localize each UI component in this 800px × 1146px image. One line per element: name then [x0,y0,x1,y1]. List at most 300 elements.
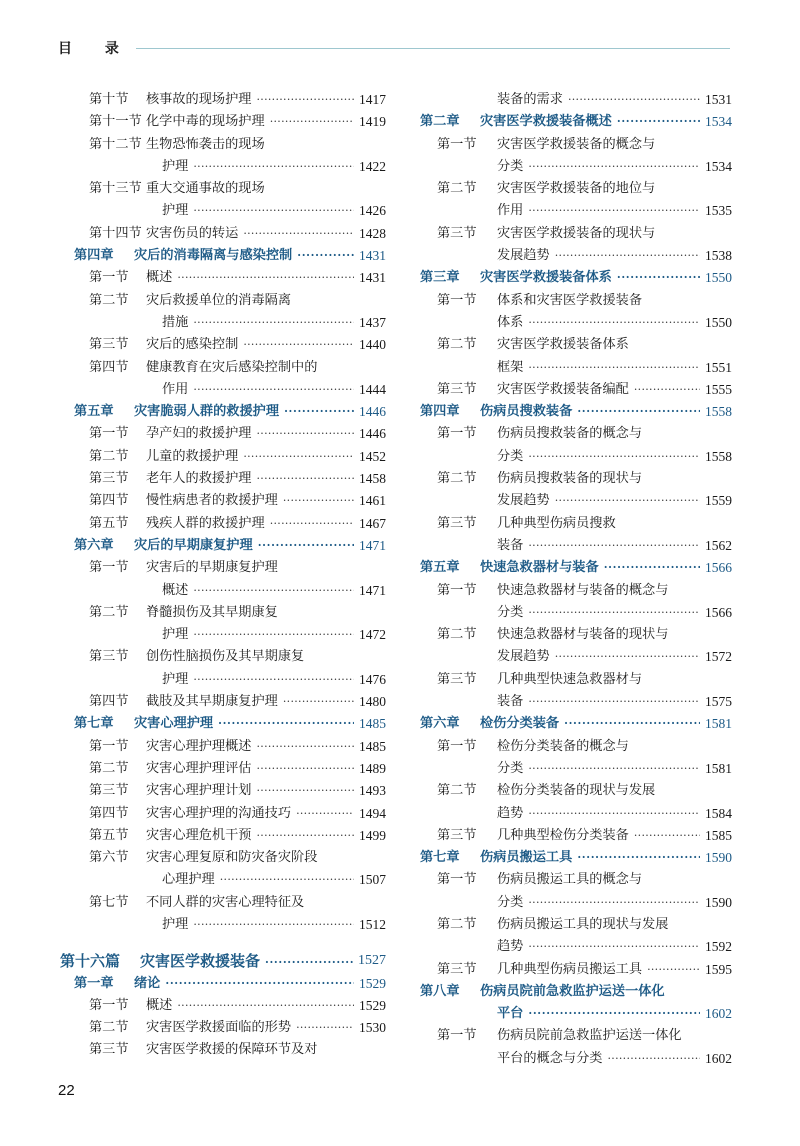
toc-title: 发展趋势 [497,248,550,264]
toc-page-number: 1437 [359,314,386,330]
dot-leader [220,869,354,891]
toc-title: 灾害医学救援装备体系 [497,337,629,353]
toc-title: 健康教育在灾后感染控制中的 [146,359,318,375]
toc-entry-chap[interactable] [60,535,386,557]
toc-entry-cont[interactable] [420,1048,732,1070]
toc-title: 护理 [162,203,189,219]
dot-leader [528,602,700,624]
toc-label: 第三节 [89,783,129,799]
toc-entry-cont[interactable] [60,869,386,891]
toc-entry-chap[interactable] [60,973,386,995]
toc-title: 灾后的消毒隔离与感染控制 [134,248,293,264]
toc-label: 第二节 [89,604,129,620]
toc-page-number: 1590 [705,850,732,866]
toc-label: 第一节 [437,738,477,754]
toc-entry-cont[interactable] [420,602,732,624]
toc-title: 发展趋势 [497,493,550,509]
dot-leader [283,490,354,512]
toc-label: 第二章 [420,114,460,130]
toc-label: 第一节 [89,997,129,1013]
toc-entry-chap[interactable] [60,713,386,735]
toc-label: 第一节 [89,426,129,442]
dot-leader [528,1003,700,1025]
toc-entry-chap[interactable] [420,557,732,579]
toc-entry-chap[interactable] [420,401,732,423]
toc-page-number: 1529 [359,975,386,991]
toc-entry-cont[interactable] [60,914,386,936]
toc-title: 几种典型伤病员搜救 [497,515,616,531]
toc-title: 灾害脆弱人群的救援护理 [134,404,280,420]
toc-right-column [420,89,732,1070]
toc-label: 第五节 [89,515,129,531]
toc-entry-sec[interactable] [420,825,732,847]
toc-entry-cont[interactable] [420,312,732,334]
toc-title: 重大交通事故的现场 [146,181,265,197]
toc-title: 灾害医学救援装备的现状与 [497,225,656,241]
toc-page-number: 1461 [359,493,386,509]
toc-label: 第六章 [74,537,114,553]
toc-entry-cont[interactable] [420,156,732,178]
dot-leader [608,1048,701,1070]
toc-label: 第十四节 [89,225,142,241]
toc-entry-chap[interactable] [420,111,732,133]
toc-title: 平台的概念与分类 [497,1050,603,1066]
toc-page-number: 1467 [359,515,386,531]
toc-entry-sec[interactable] [420,379,732,401]
spacer [60,936,386,950]
toc-entry-chap[interactable] [60,245,386,267]
toc-page-number: 1551 [705,359,732,375]
toc-title: 装备 [497,537,524,553]
toc-title: 灾害心理护理的沟通技巧 [146,805,292,821]
toc-entry-sec[interactable] [60,646,386,668]
toc-title: 快速急救器材与装备 [480,560,599,576]
toc-title: 分类 [497,448,524,464]
toc-title: 儿童的救援护理 [146,448,239,464]
toc-page-number: 1550 [705,314,732,330]
toc-entry-sec[interactable] [420,468,732,490]
toc-label: 第二节 [437,627,477,643]
dot-leader [617,267,700,289]
toc-title: 护理 [162,671,189,687]
dot-leader [297,245,354,267]
dot-leader [528,156,700,178]
toc-entry-part[interactable] [60,950,386,972]
toc-title: 平台 [497,1006,524,1022]
toc-title: 灾害医学救援面临的形势 [146,1020,292,1036]
dot-leader [193,580,354,602]
toc-label: 第一节 [89,560,129,576]
toc-title: 分类 [497,894,524,910]
toc-entry-cont[interactable] [420,803,732,825]
toc-label: 第三节 [89,471,129,487]
toc-entry-sec[interactable] [60,357,386,379]
dot-leader [243,223,354,245]
toc-entry-cont[interactable] [420,758,732,780]
toc-page-number: 1499 [359,827,386,843]
toc-title: 灾害心理护理 [134,716,214,732]
dot-leader [257,736,355,758]
toc-title: 残疾人群的救援护理 [146,515,265,531]
toc-title: 伤病员搜救装备的现状与 [497,471,643,487]
toc-entry-chap[interactable] [420,847,732,869]
toc-page-number: 1581 [705,760,732,776]
toc-label: 第十二节 [89,136,142,152]
toc-entry-sec[interactable] [60,178,386,200]
toc-entry-sec[interactable] [420,423,732,445]
toc-title: 灾后的感染控制 [146,337,239,353]
dot-leader [218,713,354,735]
toc-page-number: 1431 [359,270,386,286]
toc-page-number: 1480 [359,694,386,710]
toc-title: 绪论 [134,975,161,991]
toc-label: 第四节 [89,493,129,509]
toc-title: 检伤分类装备 [480,716,560,732]
dot-leader [270,111,354,133]
toc-title: 心理护理 [162,872,215,888]
toc-title: 快速急救器材与装备的概念与 [497,582,669,598]
toc-entry-sec[interactable] [60,758,386,780]
toc-page-number: 1602 [705,1050,732,1066]
dot-leader [564,713,700,735]
dot-leader [528,535,700,557]
toc-entry-sec[interactable] [60,847,386,869]
toc-title: 灾后救援单位的消毒隔离 [146,292,292,308]
toc-title: 检伤分类装备的现状与发展 [497,783,656,799]
toc-title: 孕产妇的救援护理 [146,426,252,442]
toc-title: 趋势 [497,939,524,955]
dot-leader [193,669,354,691]
toc-title: 脊髓损伤及其早期康复 [146,604,278,620]
toc-page-number: 1562 [705,537,732,553]
toc-label: 第三章 [420,270,460,286]
toc-title: 趋势 [497,805,524,821]
toc-label: 第七章 [74,716,114,732]
toc-entry-cont[interactable] [420,89,732,111]
toc-entry-cont[interactable] [420,646,732,668]
toc-label: 第二节 [437,181,477,197]
toc-entry-sec[interactable] [420,178,732,200]
toc-title: 几种典型伤病员搬运工具 [497,961,643,977]
toc-entry-sec[interactable] [60,468,386,490]
toc-title: 快速急救器材与装备的现状与 [497,627,669,643]
toc-page-number: 1446 [359,426,386,442]
toc-title: 分类 [497,604,524,620]
toc-title: 化学中毒的现场护理 [146,114,265,130]
toc-entry-sec[interactable] [60,1017,386,1039]
toc-title: 灾害医学救援的保障环节及对 [146,1042,318,1058]
toc-entry-sec[interactable] [60,446,386,468]
toc-entry-cont[interactable] [60,580,386,602]
dot-leader [528,803,700,825]
toc-entry-sec[interactable] [60,290,386,312]
toc-entry-cont[interactable] [420,936,732,958]
dot-leader [257,89,355,111]
toc-entry-chap[interactable] [420,267,732,289]
dot-leader [257,780,355,802]
toc-page-number: 1472 [359,627,386,643]
dot-leader [617,111,700,133]
toc-entry-sec[interactable] [60,780,386,802]
page-header [58,38,730,58]
dot-leader [265,950,353,974]
dot-leader [577,847,700,869]
toc-page-number: 1444 [359,381,386,397]
toc-title: 护理 [162,627,189,643]
dot-leader [193,624,354,646]
toc-label: 第十六篇 [60,952,121,971]
toc-entry-sec[interactable] [60,267,386,289]
toc-title: 分类 [497,760,524,776]
toc-entry-sec[interactable] [420,869,732,891]
toc-label: 第十三节 [89,181,142,197]
toc-entry-sec[interactable] [60,89,386,111]
dot-leader [177,995,354,1017]
page-number: 22 [58,1082,75,1099]
toc-title: 灾害医学救援装备体系 [480,270,612,286]
toc-label: 第二节 [89,1020,129,1036]
toc-entry-sec[interactable] [420,134,732,156]
toc-page-number: 1507 [359,872,386,888]
toc-label: 第一章 [74,975,114,991]
toc-entry-sec[interactable] [60,691,386,713]
toc-label: 第十节 [89,92,129,107]
toc-title: 伤病员搜救装备的概念与 [497,426,643,442]
toc-entry-cont[interactable] [420,200,732,222]
dot-leader [177,267,354,289]
dot-leader [604,557,700,579]
toc-entry-sec[interactable] [60,557,386,579]
dot-leader [528,691,700,713]
toc-entry-sec[interactable] [420,223,732,245]
toc-page-number: 1534 [705,114,732,130]
dot-leader [647,959,700,981]
dot-leader [258,535,354,557]
dot-leader [528,446,700,468]
toc-entry-sec[interactable] [420,669,732,691]
toc-entry-sec[interactable] [420,959,732,981]
toc-title: 灾害心理护理计划 [146,783,252,799]
toc-entry-sec[interactable] [420,780,732,802]
toc-title: 体系 [497,314,524,330]
toc-entry-sec[interactable] [420,334,732,356]
dot-leader [283,691,354,713]
toc-title: 伤病员院前急救监护运送一体化 [480,983,665,999]
toc-entry-sec[interactable] [60,134,386,156]
toc-entry-cont[interactable] [420,357,732,379]
dot-leader [243,334,354,356]
toc-entry-sec[interactable] [60,602,386,624]
toc-label: 第三节 [437,381,477,397]
toc-entry-chap[interactable] [420,981,732,1003]
toc-page-number: 1558 [705,404,732,420]
toc-title: 核事故的现场护理 [146,92,252,107]
toc-label: 第三节 [89,337,129,353]
toc-entry-sec[interactable] [60,223,386,245]
toc-label: 第七章 [420,850,460,866]
toc-page-number: 1530 [359,1020,386,1036]
toc-label: 第四章 [74,248,114,264]
toc-label: 第三节 [437,515,477,531]
toc-left-column [60,89,386,1062]
toc-page-number: 1431 [359,248,386,264]
toc-title: 作用 [162,381,189,397]
dot-leader [243,446,354,468]
toc-page-number: 1558 [705,448,732,464]
toc-entry-cont[interactable] [60,200,386,222]
toc-label: 第二节 [437,916,477,932]
toc-label: 第四章 [420,404,460,420]
dot-leader [296,803,354,825]
toc-label: 第四节 [89,694,129,710]
toc-entry-sec[interactable] [420,513,732,535]
toc-entry-sec[interactable] [60,334,386,356]
toc-title: 伤病员搜救装备 [480,404,573,420]
toc-page-number: 1595 [705,961,732,977]
toc-entry-sec[interactable] [420,624,732,646]
toc-label: 第六章 [420,716,460,732]
toc-label: 第十一节 [89,114,142,130]
toc-entry-cont[interactable] [60,624,386,646]
dot-leader [257,468,355,490]
toc-label: 第三节 [437,225,477,241]
header-title: 目 录 [58,41,133,57]
toc-entry-sec[interactable] [420,914,732,936]
toc-title: 灾后的早期康复护理 [134,537,253,553]
toc-label: 第五节 [89,827,129,843]
toc-title: 护理 [162,916,189,932]
toc-title: 不同人群的灾害心理特征及 [146,894,305,910]
toc-page-number: 1527 [358,953,386,969]
toc-page-number: 1581 [705,716,732,732]
toc-entry-sec[interactable] [420,290,732,312]
toc-entry-sec[interactable] [60,513,386,535]
toc-title: 概述 [146,270,173,286]
toc-entry-sec[interactable] [60,825,386,847]
toc-title: 灾害伤员的转运 [146,225,239,241]
toc-title: 截肢及其早期康复护理 [146,694,278,710]
toc-title: 灾害医学救援装备概述 [480,114,612,130]
toc-label: 第一节 [437,872,477,888]
toc-title: 发展趋势 [497,649,550,665]
toc-page-number: 1440 [359,337,386,353]
toc-title: 措施 [162,314,189,330]
dot-leader [257,423,355,445]
toc-title: 体系和灾害医学救援装备 [497,292,643,308]
toc-title: 检伤分类装备的概念与 [497,738,629,754]
toc-entry-sec[interactable] [60,423,386,445]
dot-leader [193,914,354,936]
toc-label: 第二节 [89,448,129,464]
toc-entry-cont[interactable] [420,490,732,512]
dot-leader [296,1017,354,1039]
toc-entry-sec[interactable] [60,1039,386,1061]
toc-label: 第一节 [437,426,477,442]
toc-label: 第一节 [437,292,477,308]
toc-title: 生物恐怖袭击的现场 [146,136,265,152]
toc-page-number: 1575 [705,694,732,710]
toc-entry-chap[interactable] [420,1003,732,1025]
dot-leader [270,513,354,535]
toc-entry-cont[interactable] [60,156,386,178]
toc-entry-cont[interactable] [420,691,732,713]
toc-entry-cont[interactable] [420,245,732,267]
toc-entry-chap[interactable] [60,401,386,423]
toc-page-number: 1559 [705,493,732,509]
toc-page-number: 1566 [705,604,732,620]
toc-page-number: 1584 [705,805,732,821]
toc-page-number: 1512 [359,916,386,932]
dot-leader [193,200,354,222]
toc-entry-cont[interactable] [60,312,386,334]
toc-entry-cont[interactable] [420,892,732,914]
toc-title: 灾害心理危机干预 [146,827,252,843]
toc-label: 第三节 [437,671,477,687]
toc-page-number: 1476 [359,671,386,687]
toc-title: 灾害心理护理概述 [146,738,252,754]
toc-entry-sec[interactable] [420,1025,732,1047]
toc-page-number: 1534 [705,158,732,174]
dot-leader [528,936,700,958]
toc-entry-sec[interactable] [60,490,386,512]
toc-page-number: 1485 [359,738,386,754]
toc-entry-cont[interactable] [60,379,386,401]
dot-leader [555,490,700,512]
toc-entry-sec[interactable] [60,892,386,914]
toc-page-number: 1426 [359,203,386,219]
toc-title: 作用 [497,203,524,219]
dot-leader [555,245,700,267]
dot-leader [634,379,700,401]
toc-entry-cont[interactable] [420,446,732,468]
toc-page-number: 1572 [705,649,732,665]
toc-entry-sec[interactable] [60,995,386,1017]
toc-label: 第三节 [437,827,477,843]
toc-entry-sec[interactable] [420,580,732,602]
toc-title: 几种典型检伤分类装备 [497,827,629,843]
toc-label: 第二节 [437,471,477,487]
toc-title: 分类 [497,158,524,174]
toc-label: 第四节 [89,359,129,375]
toc-label: 第二节 [89,292,129,308]
toc-title: 概述 [146,997,173,1013]
toc-entry-sec[interactable] [60,111,386,133]
toc-title: 护理 [162,158,189,174]
toc-page-number: 1493 [359,783,386,799]
toc-label: 第一节 [437,1028,477,1044]
toc-page-number: 1458 [359,471,386,487]
toc-page-number: 1538 [705,248,732,264]
toc-page-number: 1471 [359,537,386,553]
toc-page-number: 1602 [705,1006,732,1022]
toc-entry-cont[interactable] [420,535,732,557]
toc-entry-cont[interactable] [60,669,386,691]
toc-label: 第二节 [89,760,129,776]
toc-page-number: 1446 [359,404,386,420]
toc-page-number: 1428 [359,225,386,241]
toc-entry-sec[interactable] [60,736,386,758]
toc-title: 装备的需求 [497,92,563,107]
toc-label: 第三节 [437,961,477,977]
toc-page-number: 1555 [705,381,732,397]
dot-leader [257,758,355,780]
toc-entry-sec[interactable] [420,736,732,758]
toc-entry-sec[interactable] [60,803,386,825]
dot-leader [555,646,700,668]
toc-entry-chap[interactable] [420,713,732,735]
toc-title: 伤病员搬运工具的概念与 [497,872,643,888]
toc-title: 创伤性脑损伤及其早期康复 [146,649,305,665]
